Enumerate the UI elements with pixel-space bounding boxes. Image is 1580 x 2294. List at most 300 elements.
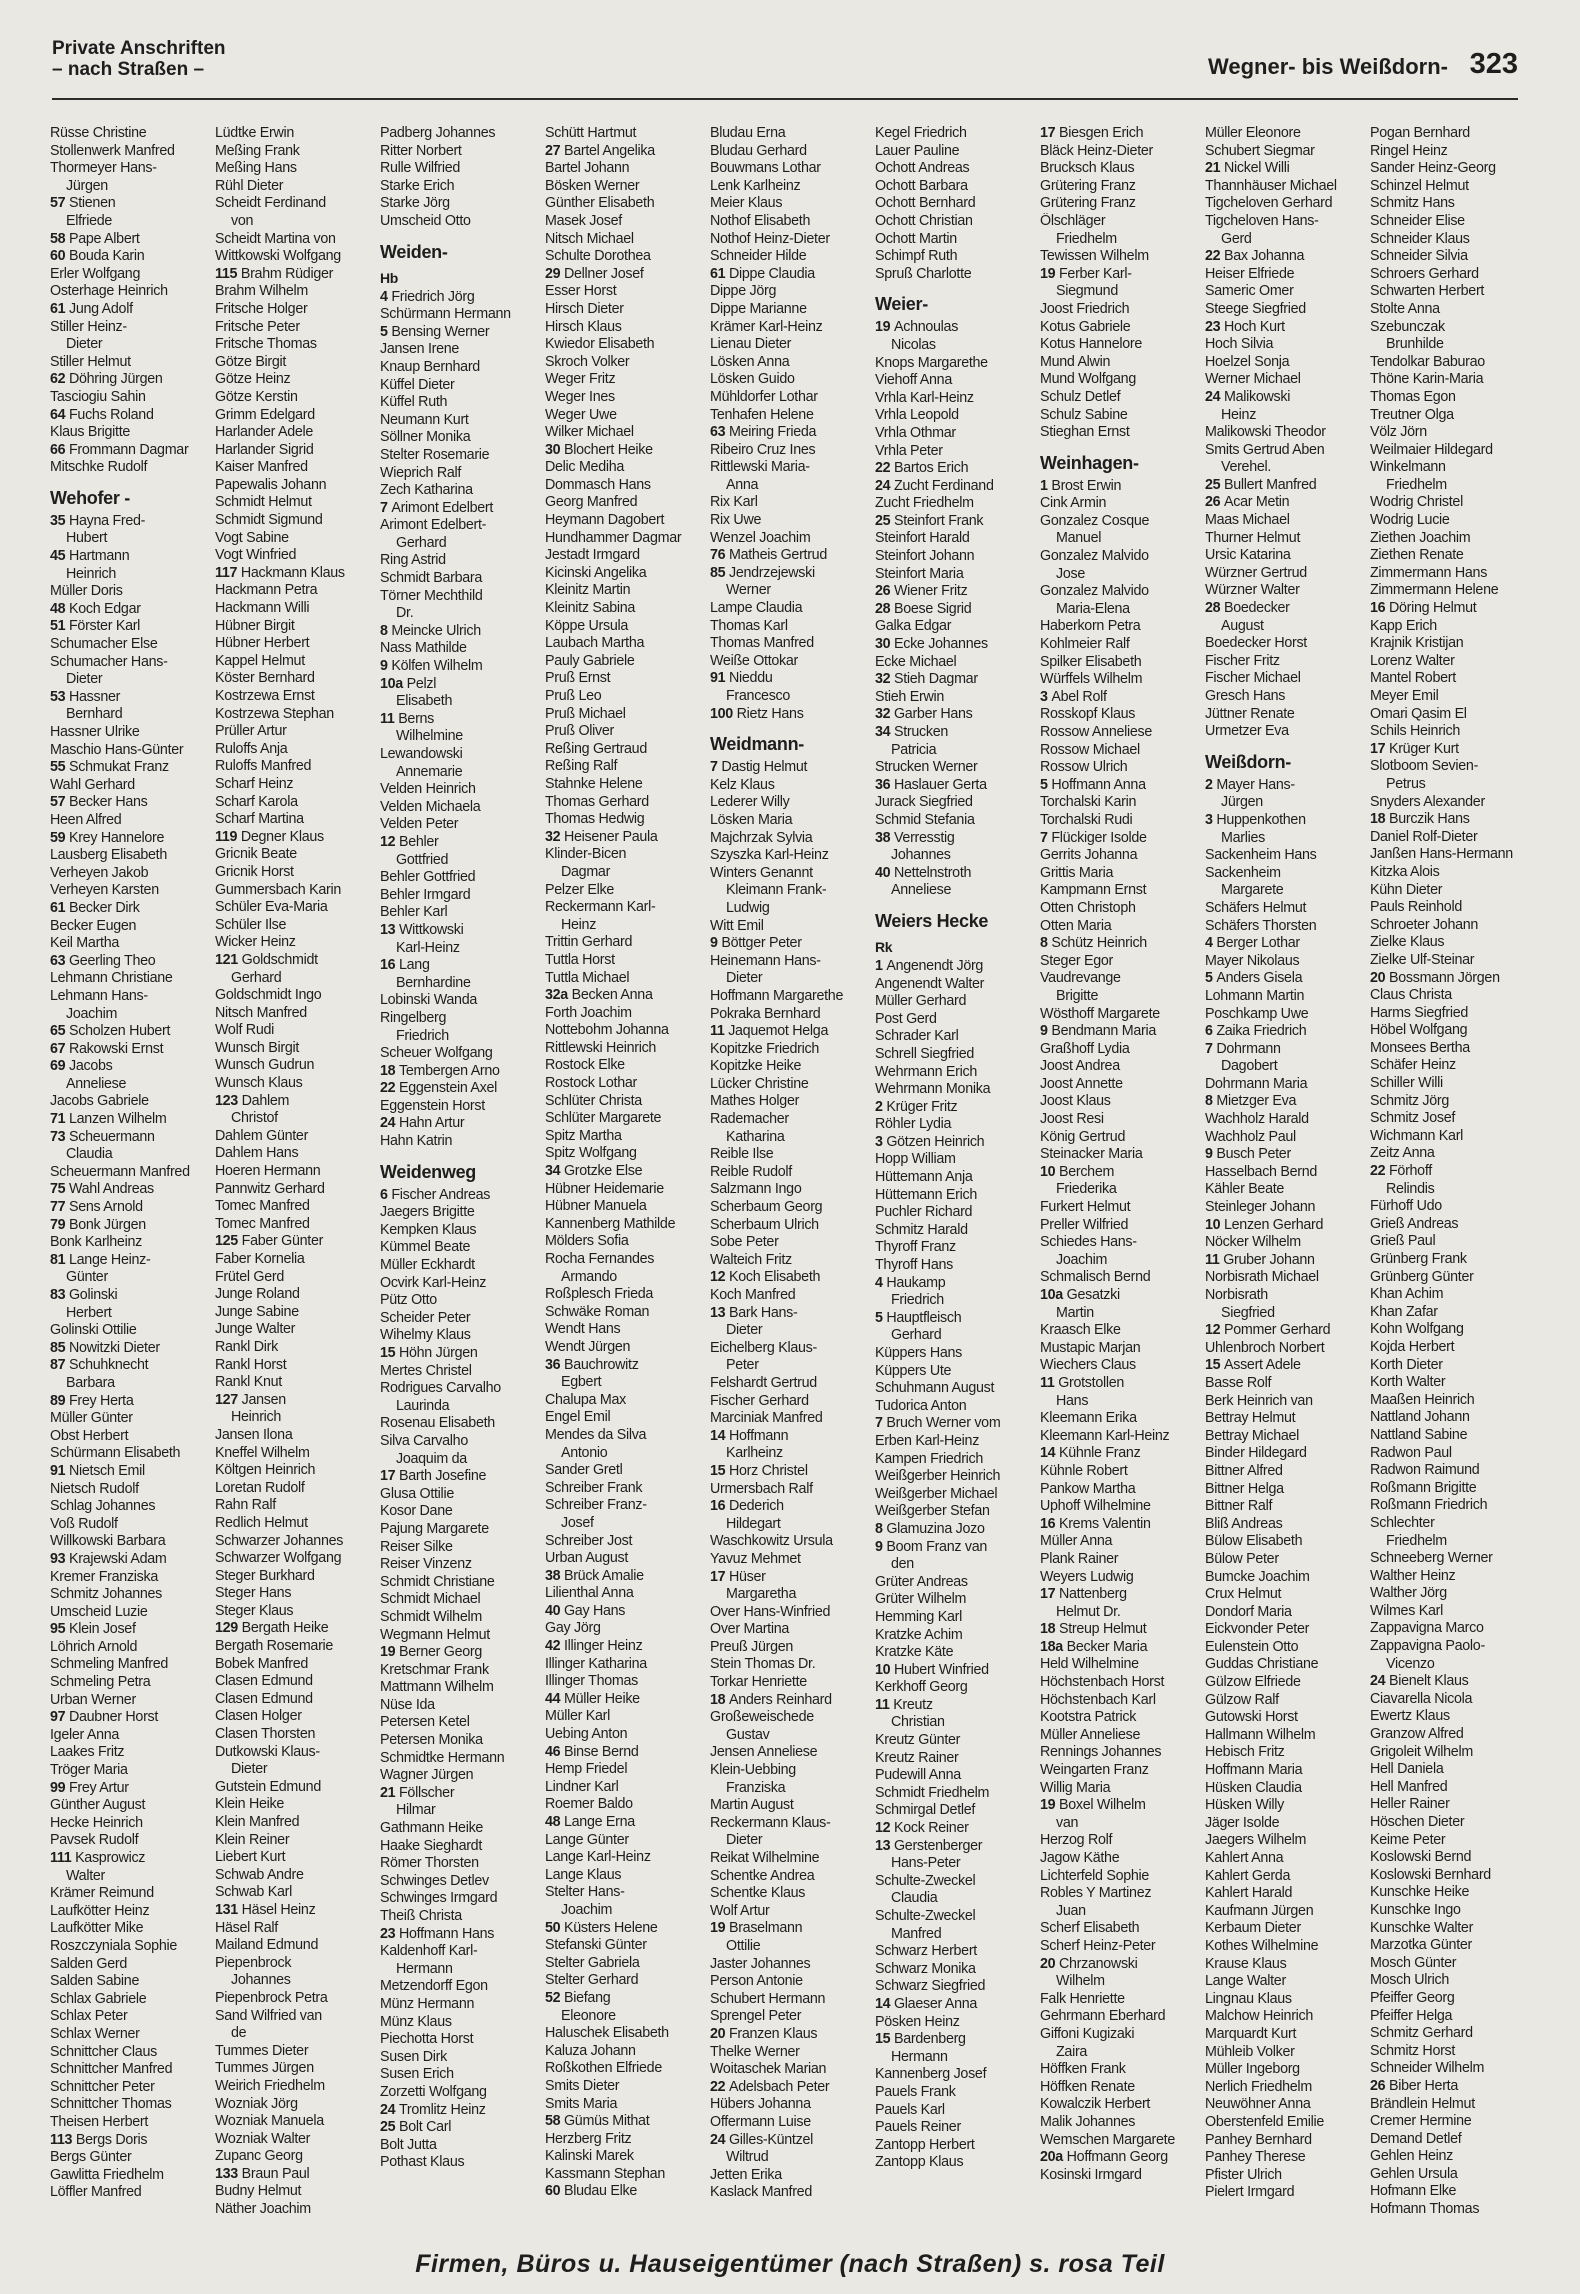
resident-name: Binse Bernd <box>563 1743 639 1760</box>
directory-entry: Wittkowski Wolfgang <box>215 248 341 265</box>
directory-entry: Vrhla Karl-Heinz <box>875 389 974 406</box>
directory-entry: Weirich Friedhelm <box>215 2077 325 2094</box>
directory-entry: Vaudrevange <box>1040 970 1121 987</box>
directory-entry: Wodrig Lucie <box>1370 512 1450 529</box>
directory-entry: Zantopp Herbert <box>875 2136 975 2153</box>
directory-entry <box>1040 1023 1200 1041</box>
house-number: 13 <box>710 1304 729 1321</box>
street-heading: Weidenweg <box>380 1161 476 1182</box>
directory-entry: Schumacher Hans- <box>50 653 168 670</box>
directory-entry: Kothes Wilhelmine <box>1205 1937 1319 1954</box>
house-number: 24 <box>1205 388 1224 405</box>
resident-name: Assert Adele <box>1223 1357 1301 1374</box>
entry-continuation: Heinz <box>1221 406 1257 423</box>
directory-entry: Treutner Olga <box>1370 406 1454 423</box>
directory-entry: Schmidt Barbara <box>380 570 482 587</box>
entry-continuation: Hildegart <box>726 1515 781 1532</box>
directory-entry: Weißgerber Stefan <box>875 1503 990 1520</box>
directory-entry: Nottebohm Johanna <box>545 1022 669 1039</box>
resident-name: Bossmann Jörgen <box>1388 969 1500 986</box>
directory-entry: Ewertz Klaus <box>1370 1708 1450 1725</box>
directory-entry: Kaslack Manfred <box>710 2184 812 2201</box>
directory-entry: Mattmann Wilhelm <box>380 1679 494 1696</box>
directory-entry: Kapp Erich <box>1370 617 1437 634</box>
directory-entry: Lilienthal Anna <box>545 1585 634 1602</box>
resident-name: Flückiger Isolde <box>1051 829 1147 846</box>
directory-entry: Steinfort Johann <box>875 548 975 565</box>
directory-entry <box>50 618 210 636</box>
directory-entry: Scharf Karola <box>215 793 298 810</box>
house-number: 14 <box>875 1995 894 2012</box>
entry-continuation: Hans <box>1056 1392 1089 1409</box>
entry-continuation: Friedrich <box>891 1292 944 1309</box>
directory-entry: Bumcke Joachim <box>1205 1568 1310 1585</box>
directory-entry: Hell Manfred <box>1370 1778 1448 1795</box>
entry-continuation: Günter <box>66 1269 108 1286</box>
resident-name: Hoffmann Anna <box>1051 776 1146 793</box>
directory-entry <box>1040 125 1200 143</box>
directory-entry <box>1205 1252 1365 1270</box>
directory-entry: Ocvirk Karl-Heinz <box>380 1274 487 1291</box>
directory-entry <box>380 711 540 729</box>
directory-entry: Grütering Franz <box>1040 177 1136 194</box>
resident-name: Bullert Manfred <box>1223 476 1317 493</box>
resident-name: Hüser <box>728 1568 766 1585</box>
street-heading: Wehofer - <box>50 487 130 508</box>
directory-entry: Becker Eugen <box>50 917 137 934</box>
directory-entry: Wieprich Ralf <box>380 464 462 481</box>
directory-entry: Kahlert Harald <box>1205 1885 1293 1902</box>
directory-entry <box>875 1539 1035 1557</box>
directory-entry: Hackmann Willi <box>215 600 310 617</box>
directory-entry: Lösken Maria <box>710 811 793 828</box>
directory-entry: Pauels Frank <box>875 2083 956 2100</box>
directory-entry: Kowalczik Herbert <box>1040 2096 1151 2113</box>
house-number: 57 <box>50 195 69 212</box>
directory-entry: Ruloffs Manfred <box>215 758 312 775</box>
directory-entry: Haluschek Elisabeth <box>545 2025 669 2042</box>
house-number: 12 <box>380 833 399 850</box>
directory-entry: Szyszka Karl-Heinz <box>710 847 829 864</box>
directory-entry: Masek Josef <box>545 212 622 229</box>
house-number: 55 <box>50 759 69 776</box>
house-number: 10 <box>1205 1216 1224 1233</box>
directory-entry: Koslowski Bernhard <box>1370 1866 1491 1883</box>
directory-entry: Schmitz Gerhard <box>1370 2025 1473 2042</box>
directory-entry: Weilmaier Hildegard <box>1370 441 1493 458</box>
directory-entry <box>710 670 870 688</box>
directory-entry: Panhey Bernhard <box>1205 2131 1312 2148</box>
house-number: 34 <box>875 724 894 740</box>
resident-name: Götzen Heinrich <box>886 1133 985 1150</box>
directory-entry <box>710 2026 870 2044</box>
resident-name: Boedecker <box>1223 600 1290 617</box>
directory-entry <box>875 1099 1035 1117</box>
house-number: 19 <box>710 1920 729 1937</box>
directory-entry: Krause Klaus <box>1205 1955 1287 1972</box>
directory-entry <box>1205 319 1365 337</box>
directory-column <box>1205 125 1365 2202</box>
directory-entry: Kühn Dieter <box>1370 881 1443 898</box>
directory-entry <box>50 1199 210 1217</box>
house-number: 60 <box>545 2183 564 2200</box>
directory-entry: Kahlert Anna <box>1205 1850 1284 1866</box>
directory-entry: Schäfer Heinz <box>1370 1057 1456 1074</box>
directory-entry: Klinder-Bicen <box>545 846 627 863</box>
directory-entry: Vogt Winfried <box>215 547 297 564</box>
directory-entry: Thormeyer Hans- <box>50 160 157 177</box>
house-number: 57 <box>50 794 69 811</box>
directory-entry: Heymann Dagobert <box>545 512 665 529</box>
entry-continuation: Dieter <box>726 970 763 987</box>
directory-entry: Schlüter Margarete <box>545 1110 662 1127</box>
directory-entry: Scheider Peter <box>380 1309 471 1326</box>
directory-entry: Hasselbach Bernd <box>1205 1163 1318 1180</box>
directory-entry <box>1370 1673 1530 1691</box>
house-number: 46 <box>545 1743 564 1760</box>
resident-name: Daubner Horst <box>68 1709 159 1726</box>
directory-entry: Höffken Frank <box>1040 2061 1126 2078</box>
directory-entry: Schmidt Friedhelm <box>875 1784 990 1801</box>
directory-entry: Schulte-Zweckel <box>875 1872 976 1889</box>
directory-entry: Kitzka Alois <box>1370 863 1440 880</box>
directory-entry: Grünberg Günter <box>1370 1268 1474 1285</box>
directory-entry <box>1040 1375 1200 1393</box>
directory-entry: Rostock Lothar <box>545 1075 637 1092</box>
entry-continuation: Wiltrud <box>726 2149 769 2166</box>
directory-column <box>215 125 375 2219</box>
directory-entry: Metzendorff Egon <box>380 1978 488 1995</box>
directory-entry: Großeweischede <box>710 1709 814 1726</box>
directory-entry <box>710 706 870 724</box>
directory-entry: Mendes da Silva <box>545 1426 647 1443</box>
directory-entry: Bläck Heinz-Dieter <box>1040 142 1153 159</box>
entry-continuation: Dr. <box>396 605 414 622</box>
directory-entry <box>50 407 210 425</box>
resident-name: Bruch Werner vom <box>886 1415 1001 1432</box>
directory-entry: Illinger Katharina <box>545 1655 647 1672</box>
directory-entry: Grütering Franz <box>1040 195 1136 212</box>
directory-entry <box>380 2119 540 2137</box>
house-number: 3 <box>1205 811 1217 828</box>
directory-entry: Clasen Holger <box>215 1708 302 1725</box>
directory-entry <box>1040 1445 1200 1463</box>
directory-entry <box>380 324 540 342</box>
directory-entry: Münz Hermann <box>380 1995 475 2012</box>
directory-entry: Kotus Gabriele <box>1040 318 1131 335</box>
entry-continuation: Manfred <box>891 1925 942 1942</box>
directory-entry: Szebunczak <box>1370 318 1445 335</box>
directory-entry: Gay Jörg <box>545 1620 601 1637</box>
directory-entry: Kleemann Karl-Heinz <box>1040 1427 1170 1444</box>
house-number: 24 <box>1370 1673 1389 1690</box>
directory-entry: Schmidtke Hermann <box>380 1749 505 1766</box>
entry-continuation: Gerhard <box>396 534 447 551</box>
directory-entry: Malik Johannes <box>1040 2113 1136 2130</box>
directory-entry: Thyroff Hans <box>875 1257 953 1274</box>
directory-entry: Khan Zafar <box>1370 1303 1438 1320</box>
entry-continuation: Jose <box>1056 565 1085 582</box>
directory-entry: Winkelmann <box>1370 459 1446 476</box>
directory-entry: Gricnik Horst <box>215 863 294 880</box>
directory-entry: Fürhoff Udo <box>1370 1198 1442 1215</box>
resident-name: Jendrzejewski <box>728 564 815 581</box>
directory-entry: Pauly Gabriele <box>545 652 635 669</box>
directory-entry: Piechotta Horst <box>380 2031 474 2048</box>
directory-entry: Scharf Heinz <box>215 775 294 792</box>
house-number: 11 <box>875 1696 894 1713</box>
directory-entry: Nattland Johann <box>1370 1409 1470 1426</box>
directory-entry: Kootstra Patrick <box>1040 1709 1137 1726</box>
entry-continuation: Margaretha <box>726 1586 797 1603</box>
directory-entry: Steege Siegfried <box>1205 300 1306 317</box>
directory-entry: Grittis Maria <box>1040 864 1114 881</box>
directory-entry: Bolt Jutta <box>380 2136 437 2153</box>
directory-entry: Snyders Alexander <box>1370 793 1485 810</box>
house-number: 121 <box>215 951 242 968</box>
directory-entry: Mailand Edmund <box>215 1937 319 1954</box>
house-number: 28 <box>1205 600 1224 617</box>
directory-entry <box>545 1568 705 1586</box>
directory-entry: Gricnik Beate <box>215 846 297 863</box>
directory-entry <box>50 1340 210 1358</box>
directory-entry: Müller Karl <box>545 1708 611 1725</box>
directory-entry: Chalupa Max <box>545 1391 626 1408</box>
directory-entry: Offermann Luise <box>710 2113 811 2130</box>
entry-continuation: Dieter <box>231 1761 268 1778</box>
directory-entry: Fischer Gerhard <box>710 1392 809 1409</box>
entry-continuation: Petrus <box>1386 775 1426 792</box>
directory-entry <box>50 1287 210 1305</box>
entry-continuation: Verehel. <box>1221 459 1272 476</box>
directory-entry: Hoffmann Maria <box>1205 1762 1303 1779</box>
resident-name: Gruber Johann <box>1223 1251 1315 1268</box>
resident-name: Bonk Jürgen <box>68 1216 146 1233</box>
house-number: 73 <box>50 1128 69 1145</box>
directory-entry: Bobek Manfred <box>215 1655 309 1672</box>
directory-entry <box>50 2132 210 2150</box>
resident-name: Frey Herta <box>68 1392 134 1409</box>
resident-name: Gerstenberger <box>893 1837 983 1854</box>
directory-entry: Bludau Gerhard <box>710 142 807 159</box>
directory-entry: Guddas Christiane <box>1205 1656 1319 1673</box>
directory-entry: Prüller Artur <box>215 723 287 740</box>
directory-entry: Häsel Ralf <box>215 1919 278 1936</box>
directory-entry: Zappavigna Marco <box>1370 1620 1484 1637</box>
directory-entry: Ursic Katarina <box>1205 547 1291 564</box>
section-title-line2: – nach Straßen – <box>52 59 205 80</box>
directory-entry: Jansen Irene <box>380 341 460 358</box>
entry-continuation: Jürgen <box>1221 794 1263 811</box>
entry-continuation: Joachim <box>561 1901 613 1918</box>
resident-name: Krems Valentin <box>1058 1515 1151 1532</box>
directory-entry <box>875 1820 1035 1838</box>
directory-entry: Zucht Friedhelm <box>875 495 974 512</box>
resident-name: Meincke Ulrich <box>391 622 481 639</box>
directory-entry: Khan Achim <box>1370 1286 1444 1303</box>
directory-entry: Törner Mechthild <box>380 587 483 604</box>
directory-entry: Skroch Volker <box>545 353 630 370</box>
directory-entry: Zimmermann Hans <box>1370 564 1488 581</box>
directory-entry: Kunschke Heike <box>1370 1884 1470 1901</box>
house-number: 7 <box>1040 829 1052 846</box>
entry-continuation: Hans-Peter <box>891 1855 961 1872</box>
directory-entry: Götze Heinz <box>215 371 291 388</box>
directory-entry <box>1040 2149 1200 2167</box>
directory-entry: Sander Gretl <box>545 1462 623 1479</box>
directory-entry: Dommasch Hans <box>545 476 651 493</box>
resident-name: Biber Herta <box>1388 2077 1458 2094</box>
directory-entry: Wegmann Helmut <box>380 1626 490 1643</box>
directory-entry <box>1040 478 1200 496</box>
directory-entry: Günther August <box>50 1797 146 1814</box>
resident-name: Häsel Heinz <box>241 1901 316 1918</box>
resident-name: Bark Hans- <box>728 1304 798 1321</box>
house-number: 21 <box>380 1784 399 1801</box>
house-number: 18 <box>1040 1621 1059 1638</box>
directory-entry: Kühnle Robert <box>1040 1462 1128 1479</box>
directory-entry: Hackmann Petra <box>215 582 318 599</box>
directory-entry <box>50 371 210 389</box>
directory-entry <box>710 1569 870 1587</box>
directory-entry <box>1040 689 1200 707</box>
house-number: 59 <box>50 829 69 846</box>
resident-name: Nattenberg <box>1058 1586 1127 1603</box>
directory-entry: Wicker Heinz <box>215 934 296 951</box>
directory-entry <box>50 1850 210 1868</box>
directory-entry: Söllner Monika <box>380 429 471 446</box>
resident-name: Jaquemot Helga <box>728 1023 829 1040</box>
directory-entry <box>1040 1956 1200 1974</box>
house-number: 99 <box>50 1779 69 1796</box>
house-number: 20 <box>1370 969 1389 986</box>
resident-name: Geerling Theo <box>68 952 156 969</box>
directory-entry: Smits Dieter <box>545 2077 620 2094</box>
directory-entry: Fischer Michael <box>1205 670 1301 687</box>
directory-entry <box>1205 1217 1365 1235</box>
resident-name: Abel Rolf <box>1051 688 1107 705</box>
directory-entry <box>1205 777 1365 795</box>
entry-continuation: Elfriede <box>66 212 113 229</box>
house-number: 10a <box>1040 1287 1067 1303</box>
directory-entry: Zantopp Klaus <box>875 2154 964 2171</box>
directory-entry <box>545 2183 705 2201</box>
directory-entry <box>875 1838 1035 1856</box>
resident-name: Glaeser Anna <box>893 1995 978 2012</box>
resident-name: Franzen Klaus <box>728 2025 818 2042</box>
directory-entry: Thurner Helmut <box>1205 529 1301 546</box>
house-number: 22 <box>875 460 894 477</box>
house-number: 8 <box>1040 935 1052 952</box>
directory-entry: Koslowski Bernd <box>1370 1849 1472 1866</box>
directory-entry: Grimm Edelgard <box>215 406 315 423</box>
directory-entry <box>380 2102 540 2120</box>
house-number: 63 <box>710 424 729 441</box>
directory-entry: Pruß Ernst <box>545 670 611 687</box>
directory-entry: Schmitz Hans <box>1370 195 1455 212</box>
directory-entry: Lange Walter <box>1205 1973 1286 1990</box>
directory-entry: Tewissen Wilhelm <box>1040 248 1149 265</box>
resident-name: Glamuzina Jozo <box>886 1520 985 1537</box>
directory-entry: Zimmermann Helene <box>1370 582 1499 599</box>
entry-continuation: Katharina <box>726 1128 785 1145</box>
entry-continuation: Vicenzo <box>1386 1655 1435 1672</box>
directory-entry <box>875 1310 1035 1328</box>
directory-entry: Schils Heinrich <box>1370 723 1461 740</box>
directory-entry: Fischer Fritz <box>1205 652 1280 669</box>
house-number: 36 <box>875 776 894 793</box>
house-number: 18a <box>1040 1638 1067 1655</box>
house-number: 32a <box>545 987 572 1004</box>
directory-entry: Willkowski Barbara <box>50 1533 166 1550</box>
directory-entry: Roszczyniala Sophie <box>50 1937 178 1954</box>
house-number: 4 <box>875 1274 887 1291</box>
directory-entry <box>215 1902 375 1920</box>
directory-entry: Schwarz Siegfried <box>875 1978 986 1995</box>
directory-entry: Hoelzel Sonja <box>1205 353 1290 370</box>
resident-name: Degner Klaus <box>240 828 324 845</box>
directory-entry: Herzberg Fritz <box>545 2130 632 2147</box>
directory-entry <box>215 565 375 583</box>
directory-entry: Schneider Wilhelm <box>1370 2060 1485 2077</box>
directory-entry <box>380 1187 540 1205</box>
directory-entry <box>875 636 1035 654</box>
resident-name: Berger Lothar <box>1216 935 1300 952</box>
directory-entry: Sackenheim Hans <box>1205 847 1317 864</box>
house-number: 9 <box>1205 1146 1217 1163</box>
directory-entry: Forth Joachim <box>545 1004 632 1021</box>
directory-entry: Brahm Wilhelm <box>215 283 309 300</box>
resident-name: Angenendt Jörg <box>886 957 984 974</box>
directory-entry <box>710 1428 870 1446</box>
resident-name: Steinfort Frank <box>893 512 984 529</box>
directory-entry: Schmidt Sigmund <box>215 512 323 529</box>
entry-continuation: Hilmar <box>396 1802 436 1819</box>
house-number: 22 <box>710 2078 729 2095</box>
directory-entry: Gresch Hans <box>1205 688 1286 704</box>
house-number: 28 <box>875 600 894 617</box>
directory-entry: Stiller Helmut <box>50 353 131 370</box>
directory-entry: Malikowski Theodor <box>1205 424 1326 441</box>
resident-name: Berns <box>398 710 435 727</box>
directory-entry: Hemming Karl <box>875 1608 962 1625</box>
entry-continuation: Anna <box>726 476 759 493</box>
directory-entry: Schrell Siegfried <box>875 1045 974 1062</box>
resident-name: Bendmann Maria <box>1051 1023 1157 1040</box>
directory-entry: Nüse Ida <box>380 1696 435 1713</box>
directory-entry <box>875 671 1035 689</box>
entry-continuation: Christian <box>891 1714 945 1731</box>
directory-entry <box>875 1134 1035 1152</box>
resident-name: Stienen <box>68 195 116 212</box>
directory-entry: Jaegers Wilhelm <box>1205 1832 1307 1849</box>
directory-entry: Reikat Wilhelmine <box>710 1850 820 1866</box>
directory-entry <box>875 1662 1035 1680</box>
directory-entry: Würzner Gertrud <box>1205 564 1307 581</box>
directory-entry: Uphoff Wilhelmine <box>1040 1498 1151 1515</box>
directory-entry: Lehmann Hans- <box>50 987 148 1004</box>
entry-continuation: Heinrich <box>66 565 117 582</box>
house-number: 129 <box>215 1620 242 1637</box>
directory-entry: Költgen Heinrich <box>215 1462 316 1479</box>
directory-entry: Susen Dirk <box>380 2048 447 2065</box>
directory-entry: Tomec Manfred <box>215 1198 310 1215</box>
directory-entry: Wendt Hans <box>545 1321 621 1338</box>
resident-name: Bartos Erich <box>893 460 969 477</box>
resident-name: Dastig Helmut <box>721 759 808 776</box>
directory-entry: Granzow Alfred <box>1370 1726 1464 1743</box>
house-number: 15 <box>380 1345 399 1361</box>
